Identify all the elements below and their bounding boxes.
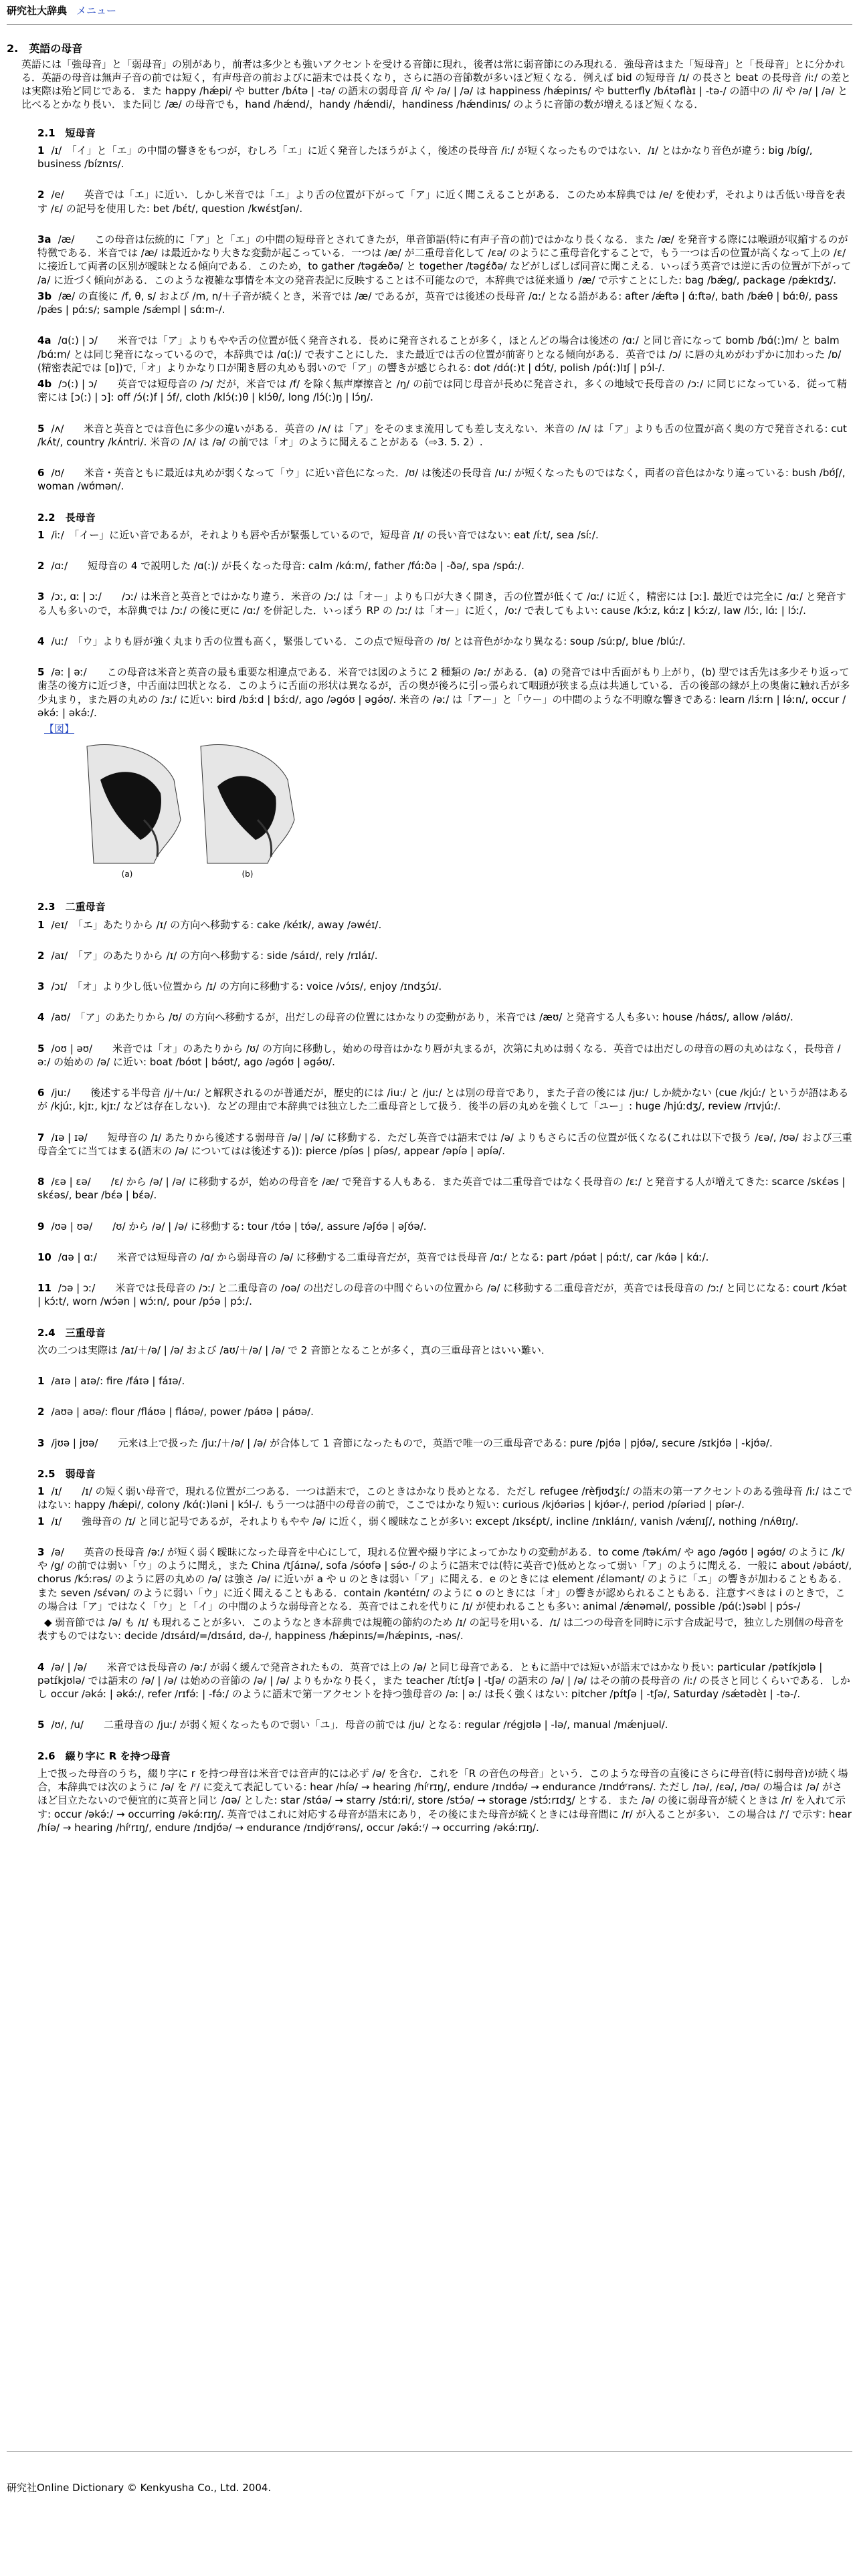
vowel-entry bbox=[37, 949, 852, 962]
subsection-intro: 上で扱った母音のうち，綴り字に r を持つ母音は米音では音声的には必ず /ə/ を含む．これを「R の音色の母音」という．このような母音の直後にさらに母音(特に弱母音)が続く場合，本辞典では次のように /ə/ を /ʳ/ に変えて表記している: hear /híə/ → hearing /híʳrɪŋ/, endure /ɪndʊ́ə/ → endurance /ɪndʊ́ʳrəns/. ただし /ɪə/, /ɛə/, /ʊə/ の場合は /ə/ がさほど目立たないので便宜的に英音と同じ /ɑə/ とした: star /stɑ́ə/ → starry /stɑ́ːri/, store /stɔ́ə/ → storage /stɔ́ːrɪdʒ/ とする．また /ə/ の後に弱母音が続くときは /r/ を入れて示す: occur /əkə́ː/ → occurring /əkə́ːrɪŋ/. 英音ではこれに対応する母音が語末にあり，その後にまた母音が続くときには母音間に /r/ が入ることが多い．この場合は /ʳ/ で示す: hear /híə/ → hearing /híʳrɪŋ/, endure /ɪndjʊ́ə/ → endurance /ɪndjʊ́ʳrəns/, occur /əkə́ːʳ/ → occurring /əkə́ːrɪŋ/. bbox=[37, 1767, 852, 1834]
vowel-entry bbox=[37, 233, 852, 287]
vowel-entry bbox=[37, 1251, 852, 1264]
entry-text: /ɪə | ɪə/ 短母音の /ɪ/ あたりから後述する弱母音 /ə/ | /ə/ に移動する．ただし英音では語末では /ə/ よりもさらに舌の位置が低くなる(これは以下で扱う /ɛə/, /ʊə/ および三重母音全てに当てはまる(語末の /ə/ についてはは後述する)): pierce /píəs | píəs/, appear /əpíə | əpíə/. bbox=[37, 1131, 852, 1157]
entry-number: 7 bbox=[37, 1131, 45, 1144]
subsection-title: 2.4 三重母音 bbox=[37, 1326, 106, 1339]
vowel-entry bbox=[37, 377, 852, 405]
entry-number: 6 bbox=[37, 1087, 45, 1099]
entry-number: 11 bbox=[37, 1282, 52, 1295]
vowel-entry bbox=[37, 1436, 852, 1450]
entry-number: 1 bbox=[37, 1515, 45, 1527]
diagram-a bbox=[87, 745, 181, 879]
entry-text: /ʊə | ʊə/ /ʊ/ から /ə/ | /ə/ に移動する: tour /tʊ́ə | tʊ́ə/, assure /əʃʊ́ə | əʃʊ́ə/. bbox=[51, 1220, 427, 1232]
subsection-intro: 次の二つは実際は /aɪ/＋/ə/ | /ə/ および /aʊ/＋/ə/ | /ə/ で 2 音節となることが多く，真の三重母音とはいい難い． bbox=[37, 1344, 551, 1356]
subsection-title: 2.5 弱母音 bbox=[37, 1467, 96, 1480]
vowel-entry bbox=[37, 1660, 852, 1701]
vowel-entry bbox=[37, 1086, 852, 1113]
entry-text: /ɪ/ /ɪ/ の短く弱い母音で，現れる位置が二つある．一つは語末で，このときはかなり長めとなる．ただし refugee /rèfjʊdʒíː/ の語末の第一アクセントのある強母音 /iː/ はこではない: happy /hǽpi/, colony /kɑ́(ː)ləni | kɔ́l-/. もう一つは語中の母音の前で，ここではかなり短い: curious /kjʊ́əriəs | kjʊ́ər-/, period /píəriəd | píər-/. bbox=[37, 1485, 852, 1511]
vocal-tract-diagram bbox=[80, 740, 301, 880]
entry-number: 3 bbox=[37, 1436, 45, 1449]
vowel-entry bbox=[37, 635, 852, 648]
entry-number: 10 bbox=[37, 1251, 52, 1263]
vowel-entry bbox=[37, 559, 852, 572]
entry-number: 8 bbox=[37, 1176, 45, 1188]
vowel-entry bbox=[37, 334, 852, 374]
top-navigation bbox=[7, 4, 116, 17]
entry-text: /əː | əː/ この母音は米音と英音の最も重要な相違点である．米音では図のように 2 種類の /əː/ がある．(a) の発音では中舌面がもり上がり，(b) 型では舌先は多少そり返って歯茎の後方に近づき，中舌面は凹状となる．このように舌面の形状は異なるが，舌の奥が後ろに引っ張られて咽頭が狭まる点は共通している．舌の後部の縁が上の奥歯に触れ舌が多少丸まり，また唇の丸めの /ɜː/ に近い: bird /bɜ́ːd | bɜ́ːd/, ago /əgóʊ | əgə́ʊ/. 米音の /əː/ は「アー」と「ウー」の中間のような不明瞭な響きである: learn /lɜ́ːrn | lə́ːn/, occur /əkə́ː | əkə́ː/. bbox=[37, 666, 850, 719]
entry-text: /jʊə | jʊə/ 元来は上で扱った /juː/＋/ə/ | /ə/ が合体して 1 音節になったもので，英語で唯一の三重母音である: pure /pjʊ́ə | pjʊ́ə/, secure /sɪkjʊ́ə | -kjʊ́ə/. bbox=[51, 1436, 773, 1449]
vowel-entry bbox=[37, 1220, 852, 1233]
entry-number: 1 bbox=[37, 528, 45, 541]
vowel-entry bbox=[37, 918, 852, 932]
entry-number: 3a bbox=[37, 233, 52, 245]
entry-number: 4 bbox=[37, 635, 45, 647]
entry-number: 9 bbox=[37, 1220, 45, 1232]
tongue-position-figure bbox=[80, 740, 301, 880]
entry-text: /iː/ 「イー」に近い音であるが，それよりも唇や舌が緊張しているので，短母音 /ɪ/ の長い音ではない: eat /íːt/, sea /síː/. bbox=[51, 528, 599, 541]
entry-text: /ə/ 英音の長母音 /əː/ が短く弱く曖昧になった母音を中心にして，現れる位置や綴り字によってかなりの変動がある．to come /təkʌ́m/ や ago /əgóʊ | əgə́ʊ/ のように /k/ や /g/ の前では弱い「ウ」のように聞え，また China /tʃáɪnə/, sofa /sóʊfə | sə́ʊ-/ のように語末では(特に英音で)低めとなって弱い「ア」のように聞える．一般に about /əbáʊt/, chorus /kɔ́ːrəs/ のように唇の丸めの /ə/ は強さ /ə/ に近いが a や u のときは弱い「ア」に聞える．e のときには element /ɛ́ləmənt/ のように「エ」の響きが加わることもある．また seven /sɛ́vən/ のように弱い「ウ」に近く聞えることもある．contain /kəntéɪn/ のように o のときには「オ」の響きが認められることもある．注意すべきは i のときで，この場合は「ア」ではなく「ウ」と「イ」の中間のような弱母音となる．英音ではこれを代りに /ɪ/ が使われることも多い: animal /ǽnəməl/, possible /pɑ́(ː)səbl | pɔ́s-/ bbox=[37, 1545, 852, 1612]
menu-link[interactable]: メニュー bbox=[76, 5, 117, 17]
entry-number: 2 bbox=[37, 560, 45, 572]
entry-text: /aʊə | aʊə/: flour /fláʊə | fláʊə/, power /páʊə | páʊə/. bbox=[51, 1406, 314, 1418]
entry-text: /ʊ/, /u/ 二重母音の /juː/ が弱く短くなったもので弱い「ユ」．母音の前では /ju/ となる: regular /régjʊlə | -lə/, manual /mǽnjuəl/. bbox=[51, 1719, 668, 1731]
vowel-entry bbox=[37, 422, 852, 449]
vowel-entry bbox=[37, 1405, 852, 1418]
entry-number: 3b bbox=[37, 290, 52, 302]
entry-text: /e/ 英音では「エ」に近い．しかし米音では「エ」より舌の位置が下がって「ア」に近く聞こえることがある．このため本辞典では /e/ を使わず，それよりは舌低い母音を表す /ɛ/ の記号を使用した: bet /bɛ́t/, question /kwɛ́stʃən/. bbox=[37, 189, 846, 215]
vowel-entry bbox=[37, 665, 852, 720]
vowel-entry bbox=[37, 1042, 852, 1069]
vowel-entry bbox=[37, 188, 852, 215]
bottom-divider bbox=[7, 2451, 852, 2452]
entry-text: /ə/ | /ə/ 米音では長母音の /əː/ が弱く緩んで発音されたもの．英音では上の /ə/ と同じ母音である．ともに語中では短いが語末ではかなり長い: particular /pətɪ́kjʊlə | pətɪ́kjʊlə/ では語末の /ə/ | /ə/ は始めの音節の /ə/ | /ə/ よりもかなり長く，また teacher /tíːtʃə | -tʃə/ の語末の /ə/ | /ə/ はその前の長母音の /iː/ の長さと同じくらいである．しかし occur /əkə́ː | əkə́ː/, refer /rɪfə́ː | -fə́ː/ のように語末で第一アクセントを持つ強母音の /əː | əː/ は長く強くはない: pitcher /pɪ́tʃə | -tʃə/, Saturday /sǽtədèɪ | -tə-/. bbox=[37, 1660, 850, 1701]
entry-text: ◆ 弱音節では /ə/ も /ɪ/ も現れることが多い．このようなとき本辞典では規範の節約のため /ɪ/ の記号を用いる．/ɪ/ は二つの母音を同時に示す合成記号で，独立した別個の母音を表すものではない: decide /dɪsáɪd/=/dɪsáɪd, də-/, happiness /hǽpinɪs/=/hǽpinɪs, -nəs/. bbox=[37, 1616, 844, 1642]
entry-text: /eɪ/ 「エ」あたりから /ɪ/ の方向へ移動する: cake /kéɪk/, away /əwéɪ/. bbox=[51, 918, 382, 931]
vowel-entry bbox=[37, 466, 852, 494]
entry-text: /ʊ/ 米音・英音ともに最近は丸めが弱くなって「ウ」に近い音色になった．/ʊ/ は後述の長母音 /uː/ が短くなったものではなく，両者の音色はかなり違っている: bush /bʊ́ʃ/, woman /wʊ́mən/. bbox=[37, 467, 846, 493]
entry-number: 4a bbox=[37, 334, 52, 347]
entry-text: /ɑ(ː) | ɔ/ 米音では「ア」よりもやや舌の位置が低く発音される．長めに発音されることが多く，ほとんどの場合は後述の /ɑː/ と同じ音になって bomb /bɑ́(ː)m/ と balm /bɑ́ːm/ とは同じ発音になっているので，本辞典では /ɑ(ː)/ で表すことにした．また最近では舌の位置が前寄りとなる傾向がある．英音では /ɔ/ に唇の丸めがわずかに加わった /ɒ/ (精密表記では [ɒ])で,「オ」よりかなり口が開き唇の丸めも弱いので「ア」の響きが感じられる: dot /dɑ́(ː)t | dɔ́t/, polish /pɑ́(ː)lɪʃ | pɔ́l-/. bbox=[37, 334, 842, 374]
vowel-entry bbox=[37, 290, 852, 317]
entry-number: 5 bbox=[37, 666, 45, 679]
vowel-entry bbox=[37, 1485, 852, 1512]
entry-number: 4 bbox=[37, 1011, 45, 1024]
entry-number: 5 bbox=[37, 422, 45, 435]
entry-number: 1 bbox=[37, 144, 45, 156]
vowel-entry bbox=[37, 1616, 852, 1643]
caption-b: (b) bbox=[242, 869, 254, 879]
vowel-entry bbox=[37, 1131, 852, 1158]
subsection-title: 2.1 短母音 bbox=[37, 126, 96, 139]
section-title: 2. 英語の母音 bbox=[7, 42, 83, 55]
vowel-entry bbox=[37, 1718, 852, 1731]
entry-text: /aɪə | aɪə/: fire /fáɪə | fáɪə/. bbox=[51, 1375, 185, 1388]
entry-text: /ɑː/ 短母音の 4 で説明した /ɑ(ː)/ が長くなった母音: calm /kɑ́ːm/, father /fɑ́ːðə | -ðə/, spa /spɑ́ː/. bbox=[51, 560, 524, 572]
section-intro: 英語には「強母音」と「弱母音」の別があり，前者は多少とも強いアクセントを受ける音節に現れ，後者は常に弱音節にのみ現れる．強母音はまた「短母音」と「長母音」とに分かれる．英語の母音は無声子音の前では短く，有声母音の前およびに語末では長くなり，さらに語の音節数が多いほど短くなる．例えば bid の短母音 /ɪ/ の長さと beat の長母音 /iː/ の差とは実際は殆ど同じである．また happy /hǽpi/ や butter /bʌ́tə | -tə/ の語末の弱母音 /i/ や /ə/ | /ə/ は happiness /hǽpinɪs/ や butterfly /bʌ́təflàɪ | -tə-/ の語中の /i/ や /ə/ | /ə/ と比べるとかなり長い．また同じ /æ/ の母音でも，hand /hǽnd/，handy /hǽndi/，handiness /hǽndinɪs/ のように音節の数が増えるほど短くなる． bbox=[21, 58, 851, 111]
entry-text: /ɑə | ɑː/ 米音では短母音の /ɑ/ から弱母音の /ə/ に移動する二重母音だが，英音では長母音 /ɑː/ となる: part /pɑ́ət | pɑ́ːt/, car /kɑ́ə | kɑ́ː/. bbox=[58, 1251, 709, 1263]
entry-number: 2 bbox=[37, 949, 45, 962]
entry-number: 2 bbox=[37, 189, 45, 201]
vowel-entry bbox=[37, 980, 852, 993]
entry-text: /aɪ/ 「ア」のあたりから /ɪ/ の方向へ移動する: side /sáɪd/, rely /rɪláɪ/. bbox=[51, 949, 378, 962]
vowel-entry bbox=[37, 1281, 852, 1309]
entry-text: /aʊ/ 「ア」のあたりから /ʊ/ の方向へ移動するが，出だしの母音の位置にはかなりの変動があり，米音では /æʊ/ と発音する人も多い: house /háʊs/, allow /əláʊ/. bbox=[51, 1011, 793, 1024]
vowel-entry bbox=[37, 528, 852, 542]
entry-number: 3 bbox=[37, 980, 45, 993]
entry-text: /æ/ の直後に /f, θ, s/ および /m, n/＋子音が続くとき，米音では /æ/ であるが，英音では後述の長母音 /ɑː/ となる語がある: after /ǽftə | ɑ́ːftə/, bath /bǽθ | bɑ́ːθ/, pass /pǽs | pɑ́ːs/; sample /sǽmpl | sɑ́ːm-/. bbox=[37, 290, 838, 316]
vowel-entry bbox=[37, 1545, 852, 1613]
entry-number: 3 bbox=[37, 1545, 45, 1558]
vowel-entry bbox=[37, 1515, 852, 1528]
entry-number: 4 bbox=[37, 1660, 45, 1673]
top-divider bbox=[7, 24, 852, 25]
vowel-entry bbox=[37, 1175, 852, 1202]
entry-number: 1 bbox=[37, 1375, 45, 1388]
caption-a: (a) bbox=[121, 869, 133, 879]
entry-text: /ɪ/ 強母音の /ɪ/ と同じ記号であるが，それよりもやや /ə/ に近く，弱く曖昧なことが多い: except /ɪksɛ́pt/, incline /ɪnkláɪn/, vanish /vǽnɪʃ/, nothing /nʌ́θɪŋ/. bbox=[51, 1515, 799, 1527]
entry-text: /ʌ/ 米音と英音とでは音色に多少の違いがある．英音の /ʌ/ は「ア」をそのまま流用しても差し支えない．米音の /ʌ/ は「ア」よりも舌の位置が高く奥の方で発音される: cut /kʌ́t/, country /kʌ́ntri/. 米音の /ʌ/ は /ə/ の前では「オ」のように聞えることがある（⇨3. 5. 2）. bbox=[37, 422, 847, 448]
entry-text: /ɔː, ɑː | ɔː/ /ɔː/ は米音と英音とではかなり違う．米音の /ɔː/ は「オー」よりも口が大きく開き，舌の位置が低くて /ɑː/ に近く，精密には [ɔː]. 最近では完全に /ɑː/ と発音する人も多いので，本辞典では /ɔː/ の後に更に /ɑː/ を併記した．いっぽう RP の /ɔː/ は「オー」に近く，/oː/ で表してもよい: cause /kɔ́ːz, kɑ́ːz | kɔ́ːz/, law /lɔ́ː, lɑ́ː | lɔ́ː/. bbox=[37, 591, 846, 617]
entry-text: /oʊ | əʊ/ 米音では「オ」のあたりから /ʊ/ の方向に移動し，始めの母音はかなり唇が丸まるが，次第に丸めは弱くなる．英音では出だしの母音の唇の丸めはなく，長母音 /əː/ の始めの /ə/ に近い: boat /bóʊt | bə́ʊt/, ago /əgóʊ | əgə́ʊ/. bbox=[37, 1042, 841, 1068]
article-body bbox=[7, 41, 852, 1852]
entry-text: /æ/ この母音は伝統的に「ア」と「エ」の中間の短母音とされてきたが，単音節語(特に有声子音の前)ではかなり長くなる．また /æ/ を発音する際には喉頭が収縮するのが特徴である．米音では /æ/ は最近かなり大きな変動が起こっている．一つは /æ/ が二重母音化して /ɛə/ のようにこ重母音化することで，もう一つは舌の位置が高くなって上の /ɛ/ に接近して両者の区別が曖昧となる傾向である．このため，to gather /təgǽðə/ と together /təgɛ́ðə/ などがしばしば同音に聞こえる．いっぽう英音では逆に舌の位置が下がって /a/ に近づく傾向がある．このような複雑な事情を本文の発音表記に反映することは不可能なので，本辞典では従来通り /æ/ で示すことにした: bag /bǽg/, package /pǽkɪdʒ/. bbox=[37, 233, 852, 286]
entry-number: 5 bbox=[37, 1042, 45, 1055]
entry-number: 5 bbox=[37, 1719, 45, 1731]
entry-text: /ɔ(ː) | ɔ/ 英音では短母音の /ɔ/ だが，米音では /f/ を除く無声摩擦音と /ŋ/ の前では同じ母音が長めに発音され，多くの地域で長母音の /ɔː/ に同じになっている．従って精密には [ɔ(ː) | ɔ]: off /ɔ́(ː)f | ɔ́f/, cloth /klɔ́(ː)θ | klɔ́θ/, long /lɔ́(ː)ŋ | lɔ́ŋ/. bbox=[37, 378, 847, 404]
entry-number: 1 bbox=[37, 1485, 45, 1498]
vowel-entry bbox=[37, 590, 852, 617]
diagram-b bbox=[201, 745, 294, 879]
subsection-title: 2.6 綴り字に R を持つ母音 bbox=[37, 1749, 171, 1762]
entry-number: 3 bbox=[37, 591, 45, 603]
entry-number: 1 bbox=[37, 918, 45, 931]
vowel-entry bbox=[37, 1010, 852, 1024]
entry-number: 2 bbox=[37, 1406, 45, 1418]
vowel-entry bbox=[37, 144, 852, 171]
copyright-notice: 研究社Online Dictionary © Kenkyusha Co., Ltd. 2004. bbox=[7, 2482, 272, 2494]
entry-text: /uː/ 「ウ」よりも唇が強く丸まり舌の位置も高く，緊張している．この点で短母音の /ʊ/ とは音色がかなり異なる: soup /súːp/, blue /blúː/. bbox=[51, 635, 686, 647]
subsection-title: 2.3 二重母音 bbox=[37, 901, 106, 914]
entry-text: /ɔə | ɔː/ 米音では長母音の /ɔː/ と二重母音の /oə/ の出だしの母音の中間ぐらいの位置から /ə/ に移動する二重母音だが，英音では長母音の /ɔː/ と同じになる: court /kɔ́ət | kɔ́ːt/, worn /wɔ́ən | wɔ́ːn/, pour /pɔ́ə | pɔ́ː/. bbox=[37, 1282, 847, 1308]
vowel-entry bbox=[37, 1374, 852, 1388]
entry-number: 6 bbox=[37, 467, 45, 479]
entry-number: 4b bbox=[37, 378, 52, 391]
subsection-title: 2.2 長母音 bbox=[37, 511, 96, 524]
entry-text: /juː/ 後述する半母音 /j/＋/uː/ と解釈されるのが普通だが，歴史的には /iu:/ と /juː/ とは別の母音であり，また子音の後には /juː/ しか続かない (cue /kjúː/ というが語はあるが /kjúː, kjɪː, kjɪː/ などは存在しない)．などの理由で本辞典では独立した二重母音として扱う．後半の唇の丸めを強くして「ユー」: huge /hjúːdʒ/, review /rɪvjúː/. bbox=[37, 1087, 849, 1113]
entry-text: /ɔɪ/ 「オ」より少し低い位置から /ɪ/ の方向に移動する: voice /vɔ́ɪs/, enjoy /ɪndʒɔ́ɪ/. bbox=[51, 980, 442, 993]
dictionary-brand: 研究社大辞典 bbox=[7, 5, 68, 17]
entry-text: /ɛə | ɛə/ /ɛ/ から /ə/ | /ə/ に移動するが，始めの母音を /æ/ で発音する人もある．また英音では二重母音ではなく長母音の /ɛː/ と発音する人が増えてきた: scarce /skɛ́əs | skɛ́əs/, bear /bɛ́ə | bɛ́ə/. bbox=[37, 1176, 846, 1202]
entry-text: /ɪ/ 「イ」と「エ」の中間の響きをもつが，むしろ「エ」に近く発音したほうがよく，後述の長母音 /iː/ が短くなったものではない．/ɪ/ とはかなり音色が違う: big /bíg/, business /bíznɪs/. bbox=[37, 144, 813, 171]
figure-link[interactable]: 【図】 bbox=[44, 723, 75, 736]
